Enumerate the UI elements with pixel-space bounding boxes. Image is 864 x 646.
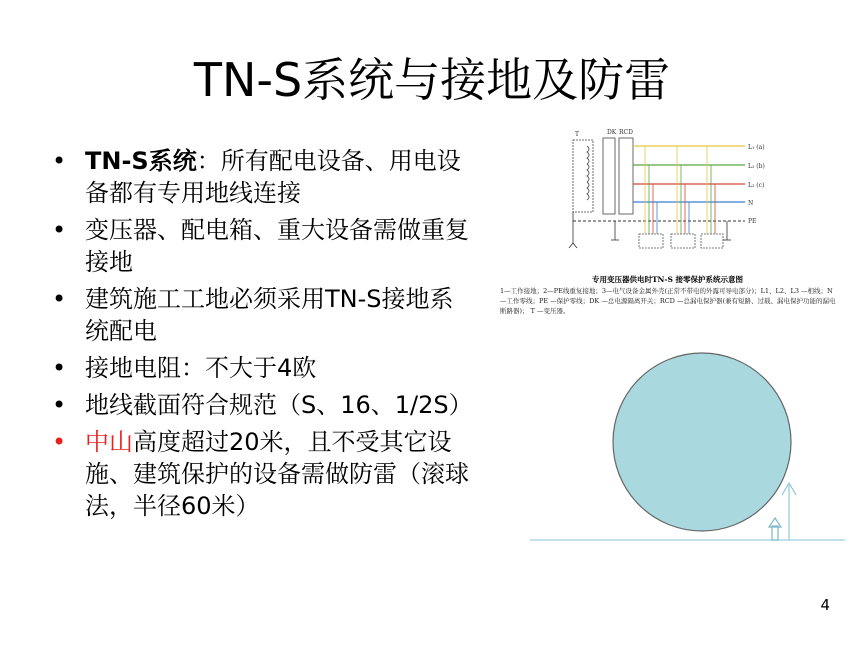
bullet-text: 地线截面符合规范（S、16、1/2S）: [85, 391, 473, 419]
label-transformer: T: [575, 131, 580, 138]
bullet-item-lightning: [52, 426, 472, 522]
bullet-text: ：所有配电设备、用电设备都有专用地线连接: [85, 147, 461, 207]
bullet-item-resistance: [52, 352, 472, 384]
label-rcd: RCD: [619, 129, 633, 136]
bullet-dot: •: [52, 354, 67, 382]
equipment-2: [671, 234, 695, 248]
label-l3: L₃ (c): [748, 182, 765, 189]
bullet-item-cross-section: [52, 389, 472, 421]
dk-switch-box: [603, 138, 615, 214]
transformer-box: [573, 140, 593, 212]
diagram-caption-text: 1—工作接地；2—PE线重复接地；3—电气设备金属外壳(正常不带电的外露可导电部分)；L1、L2、L3 —相线；N —工作零线；PE —保护零线；DK —总电源隔离开关；RCD —总漏电保护器(兼有短路、过载、漏电保护功能的漏电断路器)； T —变压器。: [500, 287, 836, 315]
small-arrow-icon: [769, 518, 781, 540]
slide-title: TN-S系统与接地及防雷: [193, 53, 671, 107]
label-l2: L₂ (b): [748, 163, 765, 170]
page-number: 4: [820, 596, 830, 614]
label-dk: DK: [607, 129, 617, 136]
label-n: N: [748, 200, 754, 207]
bullet-dot: •: [52, 216, 67, 244]
bullet-item-transformer: [52, 214, 472, 278]
bullet-text: 建筑施工工地必须采用TN-S接地系统配电: [85, 285, 454, 345]
rolling-sphere: [613, 353, 791, 531]
bullet-text: 接地电阻：不大于4欧: [85, 354, 317, 382]
bullet-red-text: 中山: [85, 428, 133, 456]
bullet-text: 变压器、配电箱、重大设备需做重复接地: [85, 216, 469, 276]
label-pe: PE: [748, 218, 757, 225]
bullet-dot: •: [52, 285, 67, 313]
bullet-list: [52, 145, 472, 527]
bullet-dot: •: [52, 391, 67, 419]
bullet-dot: •: [52, 428, 67, 456]
bullet-item-construction: [52, 283, 472, 347]
label-l1: L₁ (a): [748, 144, 765, 151]
equipment-1: [639, 234, 663, 248]
bullet-lead: TN-S系统: [85, 147, 197, 175]
bullet-dot: •: [52, 147, 67, 175]
equipment-3: [701, 234, 723, 248]
rcd-box: [619, 138, 633, 214]
bullet-text: 高度超过20米，且不受其它设施、建筑保护的设备需做防雷（滚球法，半径60米）: [85, 428, 469, 520]
diagram-caption-title: 专用变压器供电时TN-S 接零保护系统示意图: [591, 275, 744, 284]
bullet-item-tns: [52, 145, 472, 209]
rolling-sphere-diagram: [530, 335, 845, 550]
